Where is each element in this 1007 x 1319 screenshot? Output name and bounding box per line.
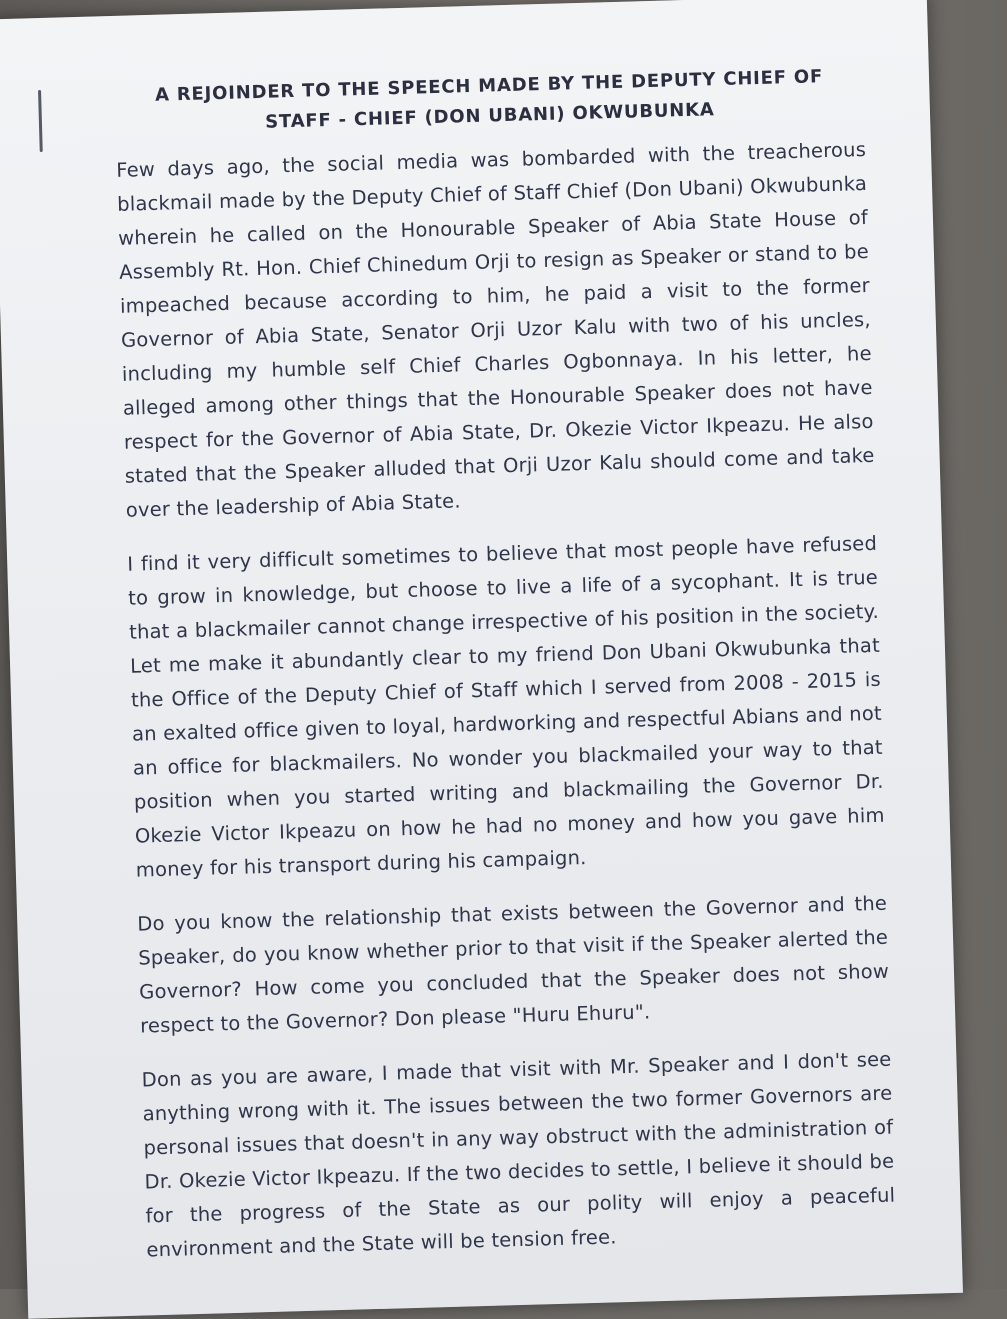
- margin-pen-mark: [38, 90, 43, 152]
- paragraph-4: Don as you are aware, I made that visit with Mr. Speaker and I don't see anything wrong with it. The issues between the two former Governors are personal issues that doesn't in any way obstruct with the administration of Dr. Okezie Victor Ikpeazu. If the two decides to settle, I believe it should be for the progress of the State as our polity will enjoy a peaceful environment and the State will be tension free.: [141, 1047, 896, 1262]
- document-title: A REJOINDER TO THE SPEECH MADE BY THE DEPUTY CHIEF OF STAFF - CHIEF (DON UBANI) OKWUBUNKA: [154, 66, 824, 133]
- paragraph-2: I find it very difficult sometimes to believe that most people have refused to grow in knowledge, but choose to live a life of a sycophant. It is true that a blackmailer cannot change irrespective of his position in the society. Let me make it abundantly clear to my friend Don Ubani Okwubunka that the Office of the Deputy Chief of Staff which I served from 2008 - 2015 is an exalted office given to loyal, hardworking and respectful Abians and not an office for blackmailers. No wonder you blackmailed your way to that position when you started writing and blackmailing the Governor Dr. Okezie Victor Ikpeazu on how he had no money and how you gave him money for his transport during his campaign.: [126, 531, 885, 882]
- paragraph-3: Do you know the relationship that exists between the Governor and the Speaker, do you know whether prior to that visit if the Speaker alerted the Governor? How come you concluded that the Speaker does not show respect to the Governor? Don please "Huru Ehuru".: [137, 891, 890, 1038]
- paragraph-1: Few days ago, the social media was bombarded with the treacherous blackmail made by the Deputy Chief of Staff Chief (Don Ubani) Okwubunka wherein he called on the Honourable Speaker of Abia State House of Assembly Rt. Hon. Chief Chinedum Orji to resign as Speaker or stand to be impeached because according to him, he paid a visit to the former Governor of Abia State, Senator Orji Uzor Kalu with two of his uncles, including my humble self Chief Charles Ogbonnaya. In his letter, he alleged among other things that the Honourable Speaker does not have respect for the Governor of Abia State, Dr. Okezie Victor Ikpeazu. He also stated that the Speaker alluded that Orji Uzor Kalu should come and take over the leadership of Abia State.: [115, 137, 875, 522]
- document-body: [114, 61, 897, 1287]
